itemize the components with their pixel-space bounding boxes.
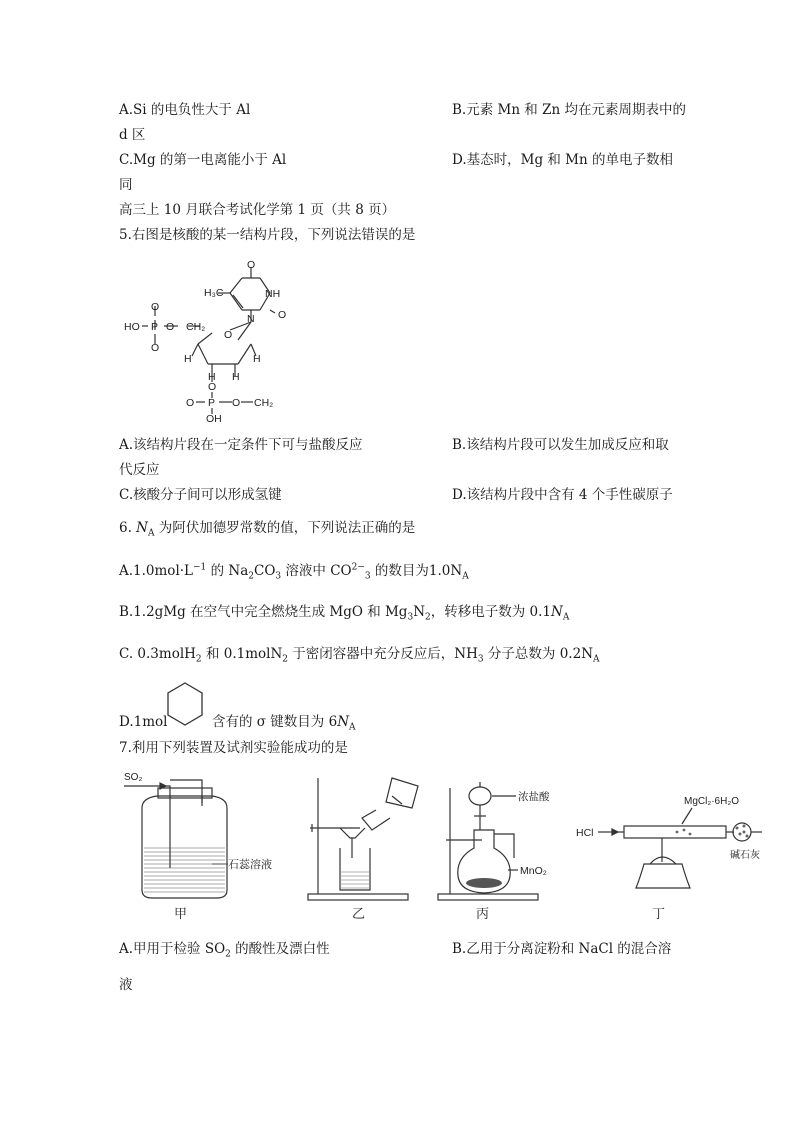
svg-text:MgCl₂·6H₂O: MgCl₂·6H₂O	[684, 796, 739, 807]
cyclohexane-icon	[164, 680, 206, 728]
svg-text:OH: OH	[206, 413, 222, 425]
q5-option-d: D.该结构片段中含有 4 个手性碳原子	[452, 487, 673, 503]
svg-text:MnO₂: MnO₂	[520, 865, 547, 877]
svg-text:H: H	[208, 371, 216, 383]
svg-text:O: O	[151, 342, 160, 354]
q5-option-b-continued: 代反应	[119, 462, 160, 478]
svg-text:O: O	[166, 321, 175, 333]
q4-option-b-continued: d 区	[119, 127, 146, 143]
q4-option-a: A.Si 的电负性大于 Al	[119, 102, 251, 118]
svg-text:CH₂: CH₂	[186, 321, 206, 333]
apparatus-ding	[572, 768, 772, 928]
svg-text:P: P	[208, 397, 216, 409]
q6-option-b: B.1.2gMg 在空气中完全燃烧生成 MgO 和 $Mg_3N_2$，转移电子数为 $0.1N_A$	[119, 604, 570, 623]
methyl-label: H₃C	[204, 287, 224, 299]
svg-text:O: O	[224, 329, 233, 341]
svg-text:碱石灰: 碱石灰	[730, 850, 760, 861]
q6-option-d-label: D.1mol	[119, 714, 168, 730]
svg-text:HCl: HCl	[576, 827, 594, 839]
q6-option-c: C. 0.3molH$_2$ 和 0.1molN$_2$ 于密闭容器中充分反应后，$NH_3$ 分子总数为 $0.2N_A$	[119, 646, 600, 665]
svg-text:N: N	[247, 313, 255, 325]
svg-text:甲: 甲	[174, 906, 188, 921]
svg-text:O: O	[208, 381, 217, 393]
q4-option-c: C.Mg 的第一电离能小于 Al	[119, 152, 287, 168]
svg-text:O: O	[247, 259, 256, 271]
svg-text:H: H	[184, 353, 192, 365]
q6-option-a: $A.1.0mol\cdot L^{-1}$ 的 $Na_2CO_3$ 溶液中 $CO^{2-}_3$ 的数目为$1.0N_A$	[119, 562, 469, 582]
q6-option-d-text: 含有的 σ 键数目为 $6N_A$	[212, 714, 356, 733]
q7-option-a: A.甲用于检验 $SO_2$ 的酸性及漂白性	[119, 941, 330, 960]
q5-option-c: C.核酸分子间可以形成氢键	[119, 487, 282, 503]
q5-stem: 5.右图是核酸的某一结构片段，下列说法错误的是	[119, 227, 416, 243]
svg-text:丁: 丁	[652, 906, 666, 921]
apparatus-jia	[122, 768, 292, 928]
svg-text:SO₂: SO₂	[124, 772, 143, 783]
q6-stem: 6. $N_A$ 为阿伏加德罗常数的值，下列说法正确的是	[119, 520, 416, 539]
page-footer: 高三上 10 月联合考试化学第 1 页（共 8 页）	[119, 202, 396, 218]
svg-text:浓盐酸: 浓盐酸	[518, 791, 550, 803]
svg-text:NH: NH	[265, 288, 281, 300]
svg-text:O: O	[278, 309, 287, 321]
q7-stem: 7.利用下列装置及试剂实验能成功的是	[119, 740, 348, 756]
svg-text:乙: 乙	[352, 906, 366, 921]
q4-option-b: B.元素 Mn 和 Zn 均在元素周期表中的	[452, 102, 686, 118]
apparatus-bing	[436, 768, 576, 928]
svg-text:H: H	[232, 371, 240, 383]
q4-option-d: D.基态时，Mg 和 Mn 的单电子数相	[452, 152, 673, 168]
apparatus-yi	[290, 768, 420, 928]
svg-text:石蕊溶液: 石蕊溶液	[228, 859, 272, 871]
svg-text:O: O	[186, 397, 195, 409]
svg-text:HO: HO	[124, 321, 140, 333]
q4-option-d-continued: 同	[119, 177, 133, 193]
svg-text:O: O	[151, 301, 160, 313]
svg-text:H: H	[253, 353, 261, 365]
svg-text:O: O	[232, 397, 241, 409]
svg-text:丙: 丙	[476, 906, 490, 921]
q7-option-b: B.乙用于分离淀粉和 NaCl 的混合溶	[452, 941, 672, 957]
nucleotide-structure	[120, 258, 300, 428]
q5-option-b: B.该结构片段可以发生加成反应和取	[452, 437, 669, 453]
svg-text:P: P	[151, 321, 159, 333]
q7-option-b-continued: 液	[119, 977, 133, 993]
q5-option-a: A.该结构片段在一定条件下可与盐酸反应	[119, 437, 363, 453]
svg-text:CH₂: CH₂	[254, 397, 274, 409]
